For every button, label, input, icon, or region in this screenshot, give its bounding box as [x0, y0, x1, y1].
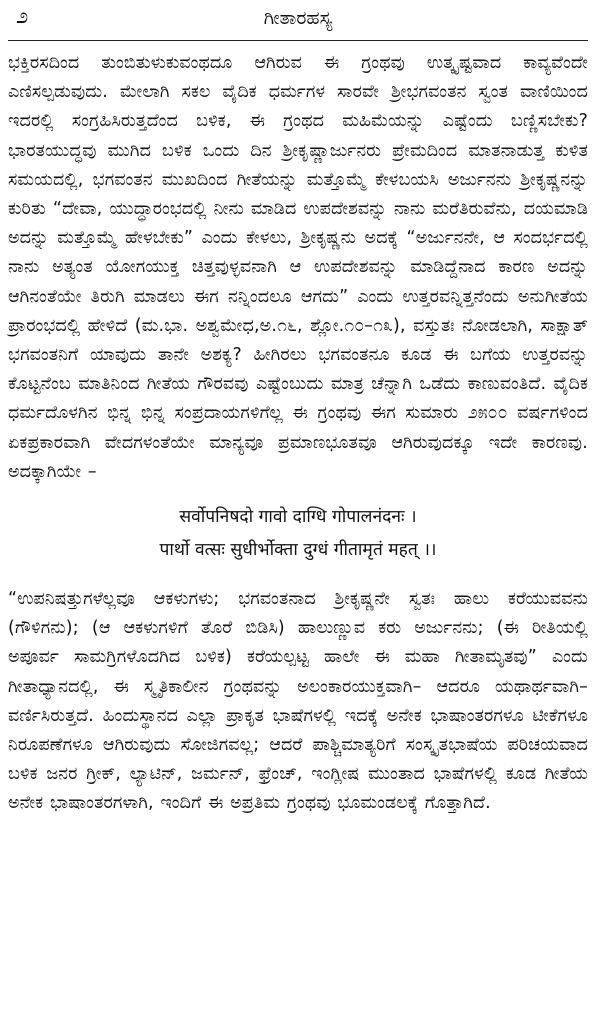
verse-line-1: सर्वोपनिषदो गावो दाग्धि गोपालनंदनः । — [179, 507, 417, 528]
sanskrit-verse — [8, 501, 588, 567]
running-title: ಗೀತಾರಹಸ್ಯ — [263, 7, 333, 29]
body-paragraph-2: “ಉಪನಿಷತ್ತುಗಳೆಲ್ಲವೂ ಆಕಳುಗಳು; ಭಗವಂತನಾದ ಶ್ರೀಕೃಷ್ಣನೇ ಸ್ವತಃ ಹಾಲು ಕರೆಯುವವನು (ಗೌಳಿಗನು); (ಆ ಆಕಳುಗಳಿಗೆ ತೊರೆ ಬಿಡಿಸಿ) ಹಾಲುಣ್ಣುವ ಕರು ಅರ್ಜುನನು; (ಈ ರೀತಿಯಲ್ಲಿ ಅಪೂರ್ವ ಸಾಮಗ್ರಿಗಳೊದಗಿದ ಬಳಿಕ) ಕರೆಯಲ್ಪಟ್ಟ ಹಾಲೇ ಈ ಮಹಾ ಗೀತಾಮೃತವು” ಎಂದು ಗೀತಾಧ್ಯಾನದಲ್ಲಿ, ಈ ಸ್ಮೃತಿಕಾಲೀನ ಗ್ರಂಥವನ್ನು ಅಲಂಕಾರಯುಕ್ತವಾಗಿ– ಆದರೂ ಯಥಾರ್ಥವಾಗಿ–ವರ್ಣಿಸಿರುತ್ತದೆ. ಹಿಂದುಸ್ಥಾನದ ಎಲ್ಲಾ ಪ್ರಾಕೃತ ಭಾಷೆಗಳಲ್ಲಿ ಇದಕ್ಕೆ ಅನೇಕ ಭಾಷಾಂತರಗಳೂ ಟೀಕೆಗಳೂ ನಿರೂಪಣೆಗಳೂ ಆಗಿರುವುದು ಸೋಜಿಗವಲ್ಲ; ಆದರೆ ಪಾಶ್ಚಿಮಾತ್ಯರಿಗೆ ಸಂಸ್ಕೃತಭಾಷೆಯ ಪರಿಚಯವಾದ ಬಳಿಕ ಜನರ ಗ್ರೀಕ್, ಲ್ಯಾಟಿನ್, ಜರ್ಮನ್, ಫ್ರೆಂಚ್, ಇಂಗ್ಲೀಷ ಮುಂತಾದ ಭಾಷೆಗಳಲ್ಲಿ ಕೂಡ ಗೀತೆಯ ಅನೇಕ ಭಾಷಾಂತರಗಳಾಗಿ, ಇಂದಿಗೆ ಈ ಅಪ್ರತಿಮ ಗ್ರಂಥವು ಭೂಮಂಡಲಕ್ಕೆ ಗೊತ್ತಾಗಿದೆ. — [8, 589, 588, 814]
page-header — [8, 0, 588, 41]
page-body — [8, 49, 588, 819]
verse-line-2: पार्थो वत्सः सुधीर्भोक्ता दुग्धं गीतामृतं महत् ।। — [159, 540, 437, 561]
page-number: ೨ — [16, 4, 29, 29]
body-paragraph-1: ಭಕ್ತಿರಸದಿಂದ ತುಂಬಿತುಳುಕುವಂಥದೂ ಆಗಿರುವ ಈ ಗ್ರಂಥವು ಉತ್ಕೃಷ್ಟವಾದ ಕಾವ್ಯವೆಂದೇ ಎಣಿಸಲ್ಪಡುವುದು. ಮೇಲಾಗಿ ಸಕಲ ವೈದಿಕ ಧರ್ಮಗಳ ಸಾರವೇ ಶ್ರೀಭಗವಂತನ ಸ್ವಂತ ವಾಣಿಯಿಂದ ಇದರಲ್ಲಿ ಸಂಗ್ರಹಿಸಿರುತ್ತದೆಂದ ಬಳಿಕ, ಈ ಗ್ರಂಥದ ಮಹಿಮೆಯನ್ನು ಎಷ್ಟೆಂದು ಬಣ್ಣಿಸಬೇಕು? ಭಾರತಯುದ್ಧವು ಮುಗಿದ ಬಳಿಕ ಒಂದು ದಿನ ಶ್ರೀಕೃಷ್ಣಾರ್ಜುನರು ಪ್ರೇಮದಿಂದ ಮಾತನಾಡುತ್ತ ಕುಳಿತ ಸಮಯದಲ್ಲಿ, ಭಗವಂತನ ಮುಖದಿಂದ ಗೀತೆಯನ್ನು ಮತ್ತೊಮ್ಮೆ ಕೇಳಬಯಸಿ ಅರ್ಜುನನು ಶ್ರೀಕೃಷ್ಣನನ್ನು ಕುರಿತು “ದೇವಾ, ಯುದ್ಧಾರಂಭದಲ್ಲಿ ನೀನು ಮಾಡಿದ ಉಪದೇಶವನ್ನು ನಾನು ಮರೆತಿರುವೆನು, ದಯಮಾಡಿ ಅದನ್ನು ಮತ್ತೊಮ್ಮೆ ಹೇಳಬೇಕು” ಎಂದು ಕೇಳಲು, ಶ್ರೀಕೃಷ್ಣನು ಅದಕ್ಕೆ “ಅರ್ಜುನನೇ, ಆ ಸಂದರ್ಭದಲ್ಲಿ ನಾನು ಅತ್ಯಂತ ಯೋಗಯುಕ್ತ ಚಿತ್ತವುಳ್ಳವನಾಗಿ ಆ ಉಪದೇಶವನ್ನು ಮಾಡಿದ್ದೆನಾದ ಕಾರಣ ಅದನ್ನು ಆಗಿನಂತೆಯೇ ತಿರುಗಿ ಮಾಡಲು ಈಗ ನನ್ನಿಂದಲೂ ಆಗದು” ಎಂದು ಉತ್ತರವನ್ನಿತ್ತನೆಂದು ಅನುಗೀತೆಯ ಪ್ರಾರಂಭದಲ್ಲಿ ಹೇಳಿದೆ (ಮ.ಭಾ. ಅಶ್ವಮೇಧ,ಅ.೧೬, ಶ್ಲೋ.೧೦–೧೩), ವಸ್ತುತಃ ನೋಡಲಾಗಿ, ಸಾಕ್ಷಾತ್ ಭಗವಂತನಿಗೆ ಯಾವುದು ತಾನೇ ಅಶಕ್ಯ? ಹೀಗಿರಲು ಭಗವಂತನೂ ಕೂಡ ಈ ಬಗೆಯ ಉತ್ತರವನ್ನು ಕೊಟ್ಟನೆಂಬ ಮಾತಿನಿಂದ ಗೀತೆಯ ಗೌರವವು ಎಷ್ಟೆಂಬುದು ಮಾತ್ರ ಚೆನ್ನಾಗಿ ಒಡೆದು ಕಾಣುವಂತಿದೆ. ವೈದಿಕ ಧರ್ಮದೊಳಗಿನ ಭಿನ್ನ ಭಿನ್ನ ಸಂಪ್ರದಾಯಗಳಿಗೆಲ್ಲ ಈ ಗ್ರಂಥವು ಈಗ ಸುಮಾರು ೨೫೦೦ ವರ್ಷಗಳಿಂದ ಏಕಪ್ರಕಾರವಾಗಿ ವೇದಗಳಂತೆಯೇ ಮಾನ್ಯವೂ ಪ್ರಮಾಣಭೂತವೂ ಆಗಿರುವುದಕ್ಕೂ ಇದೇ ಕಾರಣವು. ಅದಕ್ಕಾಗಿಯೇ – — [8, 53, 588, 482]
